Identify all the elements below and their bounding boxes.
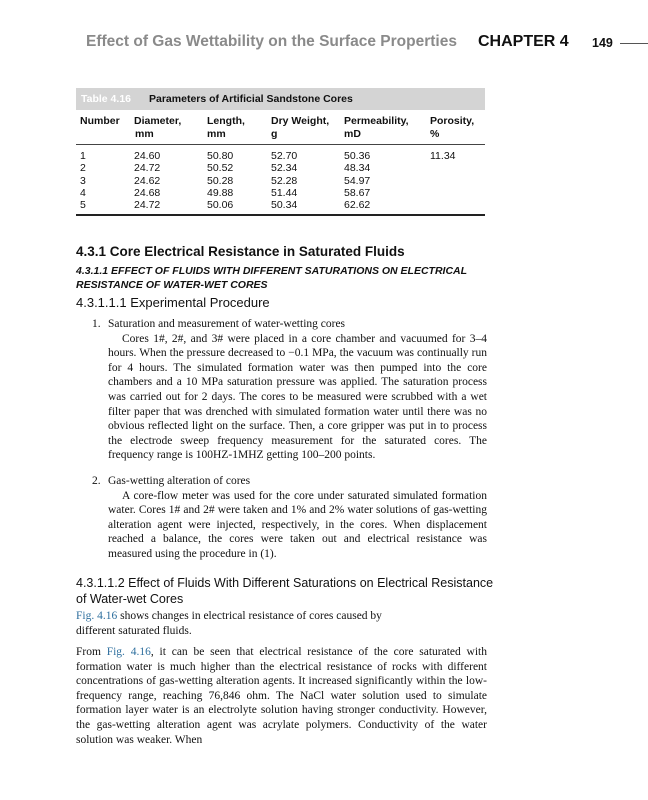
table-cell: 11.34 [430, 150, 456, 162]
list-item-body: Cores 1#, 2#, and 3# were placed in a core chamber and vacuumed for 3–4 hours. When the pressure decreased to −0.1 MPa, the vacuum was continually run for 4 hours. The simulated formation water was then pumped into the core chambers and a 10 MPa saturation pressure was applied. The saturation process was carried out for 2 days. The cores to be measured were scrubbed with a wet filter paper that was drenched with simulated formation water until there was no obvious reflected light on the surface. Then, a core gripper was put in to process the electrode sweep frequency measurement for the saturated cores. The frequency range is 100HZ-1MHZ getting 100–200 points. [108, 332, 487, 462]
table-cell: 3 [80, 174, 86, 187]
table-cell: 24.72 [134, 199, 207, 215]
figure-link[interactable]: Fig. 4.16 [76, 610, 118, 622]
parameters-table [76, 88, 485, 216]
list-number: 2. [92, 475, 101, 487]
list-item [92, 317, 487, 463]
list-number: 1. [92, 318, 101, 330]
subsection-heading: 4.3.1.1 EFFECT OF FLUIDS WITH DIFFERENT SATURATIONS ON ELECTRICAL RESISTANCE OF WATER-WET CORES [76, 265, 467, 291]
table-row [76, 162, 485, 174]
table-cell: 48.34 [344, 162, 371, 175]
table-cell: 2 [80, 162, 86, 175]
data-table [76, 115, 485, 216]
table-cell: 50.52 [207, 162, 234, 175]
col-header: Length, mm [207, 115, 271, 145]
chapter-label: CHAPTER 4 [478, 33, 569, 50]
table-row [76, 199, 485, 215]
subsubsection-heading-procedure: 4.3.1.1.1 Experimental Procedure [76, 295, 270, 310]
table-cell: 50.06 [207, 199, 271, 215]
table-cell: 62.62 [344, 199, 430, 215]
page-header [0, 33, 648, 55]
col-header: Porosity, % [430, 115, 485, 145]
table-cell: 52.34 [271, 162, 298, 175]
table-cell: 52.28 [271, 174, 298, 187]
table-cell: 24.68 [134, 186, 161, 199]
paragraph [76, 645, 487, 747]
paragraph [76, 609, 421, 638]
table-cell: 24.60 [134, 150, 161, 162]
table-cell [430, 162, 485, 174]
subsubsection-heading-effect: 4.3.1.1.2 Effect of Fluids With Different Saturations on Electrical Resistance of Water-wet Cores [76, 576, 494, 606]
table-caption [76, 88, 485, 110]
table-cell [430, 175, 485, 187]
list-item-body: A core-flow meter was used for the core under saturated simulated formation water. Cores 1# and 2# were taken and 1% and 2% water solutions of gas-wetting alteration agent were injected, respectively, in the cores. When displacement reached a balance, the cores were taken out and electrical resistance was measured using the procedure in (1). [108, 489, 487, 560]
table-header-row [76, 115, 485, 145]
list-item-title: Saturation and measurement of water-wetting cores [108, 318, 346, 330]
table-cell: 49.88 [207, 186, 234, 199]
table-label: Table 4.16 [81, 93, 131, 105]
table-cell: 51.44 [271, 186, 298, 199]
table-cell: 4 [80, 186, 86, 199]
paragraph-text: , it can be seen that electrical resistance of the core saturated with formation water is much higher than the electrical resistance of rocks with different concentrations of gas-wetting alteration agents. It increased significantly within the low-frequency range, reaching 76,846 ohm. The NaCl water solution used to simulate formation layer water is an electrolyte solution having stronger conductivity. However, the gas-wetting alteration agent was acrylate polymers. Conductivity of the water solution was weaker. When [76, 646, 487, 746]
table-cell: 58.67 [344, 186, 371, 199]
table-cell: 54.97 [344, 174, 371, 187]
table-cell: 52.70 [271, 150, 298, 162]
figure-link[interactable]: Fig. 4.16 [106, 646, 151, 658]
col-header: Permeability, mD [344, 115, 430, 145]
table-cell: 50.34 [271, 199, 344, 215]
list-item [92, 474, 487, 562]
running-title: Effect of Gas Wettability on the Surface Properties [86, 33, 457, 50]
table-cell: 50.36 [344, 150, 371, 162]
table-cell: 1 [80, 150, 86, 162]
col-header: Number [76, 115, 134, 145]
table-cell [430, 187, 485, 199]
table-row [76, 145, 485, 163]
table-cell: 50.80 [207, 150, 234, 162]
table-row [76, 175, 485, 187]
col-header: Dry Weight, g [271, 115, 344, 145]
table-cell: 24.62 [134, 174, 161, 187]
header-rule [620, 43, 648, 44]
list-item-title: Gas-wetting alteration of cores [108, 475, 251, 487]
section-heading: 4.3.1 Core Electrical Resistance in Saturated Fluids [76, 244, 405, 259]
table-cell: 24.72 [134, 162, 161, 175]
paragraph-text: From [76, 646, 107, 658]
paragraph-text: shows changes in electrical resistance of cores caused by different saturated fluids. [76, 610, 382, 637]
page-number: 149 [592, 36, 613, 50]
table-cell [430, 199, 485, 215]
table-row [76, 187, 485, 199]
table-cell: 5 [76, 199, 134, 215]
table-title: Parameters of Artificial Sandstone Cores [149, 93, 353, 105]
col-header: Diameter, mm [134, 115, 207, 145]
table-cell: 50.28 [207, 174, 234, 187]
